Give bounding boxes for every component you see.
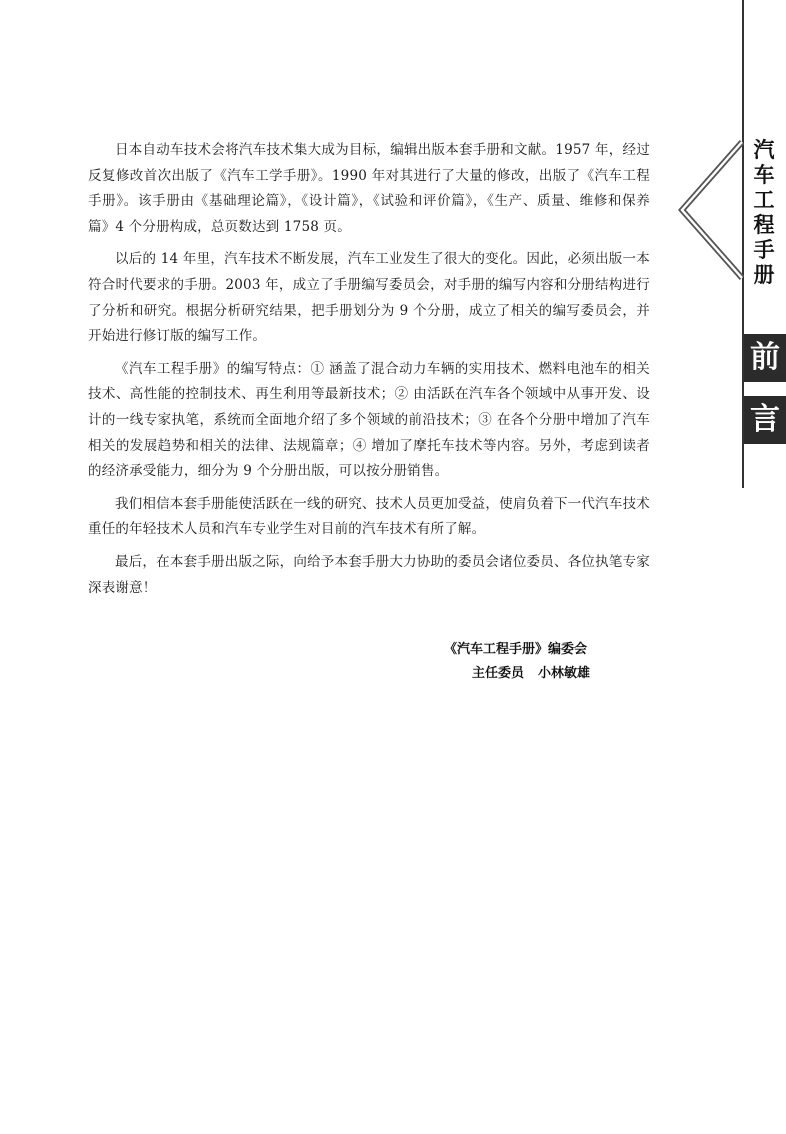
preface-paragraph: 日本自动车技术会将汽车技术集大成为目标，编辑出版本套手册和文献。1957 年，经过反复修改首次出版了《汽车工学手册》。1990 年对其进行了大量的修改，出版了《汽车工程手册》。该手册由《基础理论篇》，《设计篇》，《试验和评价篇》，《生产、质量、维修和保养篇》4 个分册构成，总页数达到 1758 页。 (88, 142, 650, 235)
book-title-char: 手 (753, 238, 775, 262)
chevron-left-icon (676, 140, 746, 280)
book-title-vertical (749, 138, 779, 288)
book-title-char: 汽 (753, 138, 775, 162)
signature-role: 主任委员 (472, 666, 525, 681)
book-title-char: 工 (753, 188, 775, 212)
signature-name: 小林敏雄 (538, 666, 591, 681)
book-title-char: 册 (753, 263, 775, 287)
section-tab-char: 言 (744, 396, 786, 444)
signature-line (420, 662, 660, 686)
book-title-char: 车 (753, 163, 775, 187)
signature-organization: 《汽车工程手册》编委会 (444, 642, 588, 657)
preface-paragraph: 《汽车工程手册》的编写特点：① 涵盖了混合动力车辆的实用技术、燃料电池车的相关技术、高性能的控制技术、再生利用等最新技术；② 由活跃在汽车各个领域中从事开发、设计的一线专家执笔，系统而全面地介绍了多个领域的前沿技术；③ 在各个分册中增加了汽车相关的发展趋势和相关的法律、法规篇章；④ 增加了摩托车技术等内容。另外，考虑到读者的经济承受能力，细分为 9 个分册出版，可以按分册销售。 (88, 360, 650, 480)
preface-body (88, 138, 650, 608)
section-tab-char: 前 (744, 334, 786, 382)
preface-paragraph: 以后的 14 年里，汽车技术不断发展，汽车工业发生了很大的变化。因此，必须出版一本符合时代要求的手册。2003 年，成立了手册编写委员会，对手册的编写内容和分册结构进行了分析和研究。根据分析研究结果，把手册划分为 9 个分册，成立了相关的编写委员会，并开始进行修订版的编写工作。 (88, 251, 650, 345)
signature-block (420, 638, 660, 686)
book-title-char: 程 (753, 213, 775, 237)
preface-paragraph: 最后，在本套手册出版之际，向给予本套手册大力协助的委员会诸位委员、各位执笔专家深表谢意！ (88, 553, 650, 596)
preface-paragraph: 我们相信本套手册能使活跃在一线的研究、技术人员更加受益，使肩负着下一代汽车技术重任的年轻技术人员和汽车专业学生对目前的汽车技术有所了解。 (88, 495, 650, 538)
